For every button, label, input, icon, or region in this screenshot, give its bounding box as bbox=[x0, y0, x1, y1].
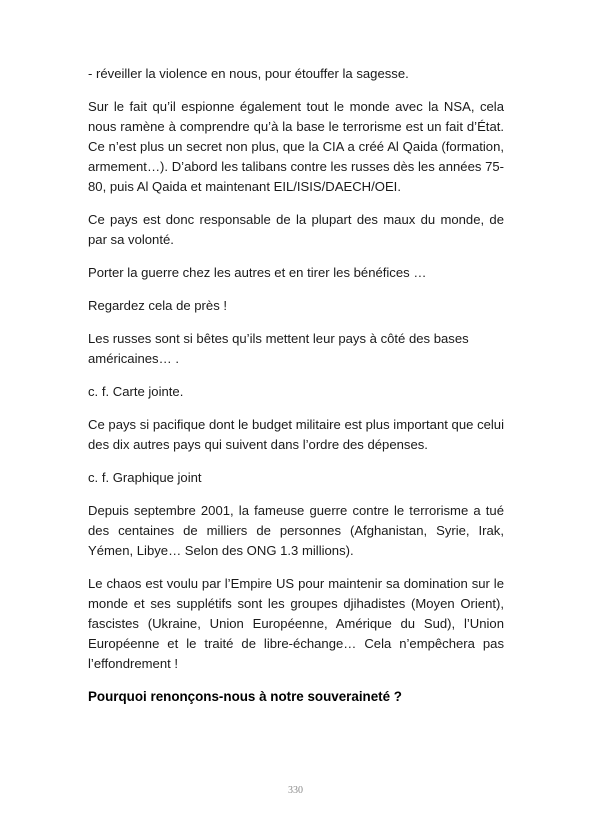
paragraph: - réveiller la violence en nous, pour étouffer la sagesse. bbox=[88, 66, 409, 81]
paragraph: Depuis septembre 2001, la fameuse guerre contre le terrorisme a tué des centaines de milliers de personnes (Afghanistan, Syrie, Irak, Yémen, Libye… Selon des ONG 1.3 millions). bbox=[88, 503, 504, 558]
page-body bbox=[88, 64, 504, 707]
page-number: 330 bbox=[288, 785, 303, 796]
paragraph: Sur le fait qu’il espionne également tout le monde avec la NSA, cela nous ramène à comprendre qu’à la base le terrorisme est un fait d’État. Ce n’est plus un secret non plus, que la CIA a créé Al Qaida (formation, armement…). D’abord les talibans contre les russes dès les années 75-80, puis Al Qaida et maintenant EIL/ISIS/DAECH/OEI. bbox=[88, 99, 504, 194]
paragraph: c. f. Graphique joint bbox=[88, 470, 202, 485]
paragraph: Regardez cela de près ! bbox=[88, 298, 228, 313]
paragraph: Ce pays est donc responsable de la plupart des maux du monde, de par sa volonté. bbox=[88, 212, 504, 247]
paragraph: Porter la guerre chez les autres et en tirer les bénéfices … bbox=[88, 265, 427, 280]
paragraph: Ce pays si pacifique dont le budget militaire est plus important que celui des dix autres pays qui suivent dans l’ordre des dépenses. bbox=[88, 417, 504, 452]
paragraph: Les russes sont si bêtes qu’ils mettent leur pays à côté des bases américaines… . bbox=[88, 331, 469, 366]
section-heading: Pourquoi renonçons-nous à notre souveraineté ? bbox=[88, 689, 402, 704]
paragraph: Le chaos est voulu par l’Empire US pour maintenir sa domination sur le monde et ses supplétifs sont les groupes djihadistes (Moyen Orient), fascistes (Ukraine, Union Européenne, Amérique du Sud), l’Union Européenne et le traité de libre-échange… Cela n’empêchera pas l’effondrement ! bbox=[88, 576, 504, 671]
paragraph: c. f. Carte jointe. bbox=[88, 384, 184, 399]
